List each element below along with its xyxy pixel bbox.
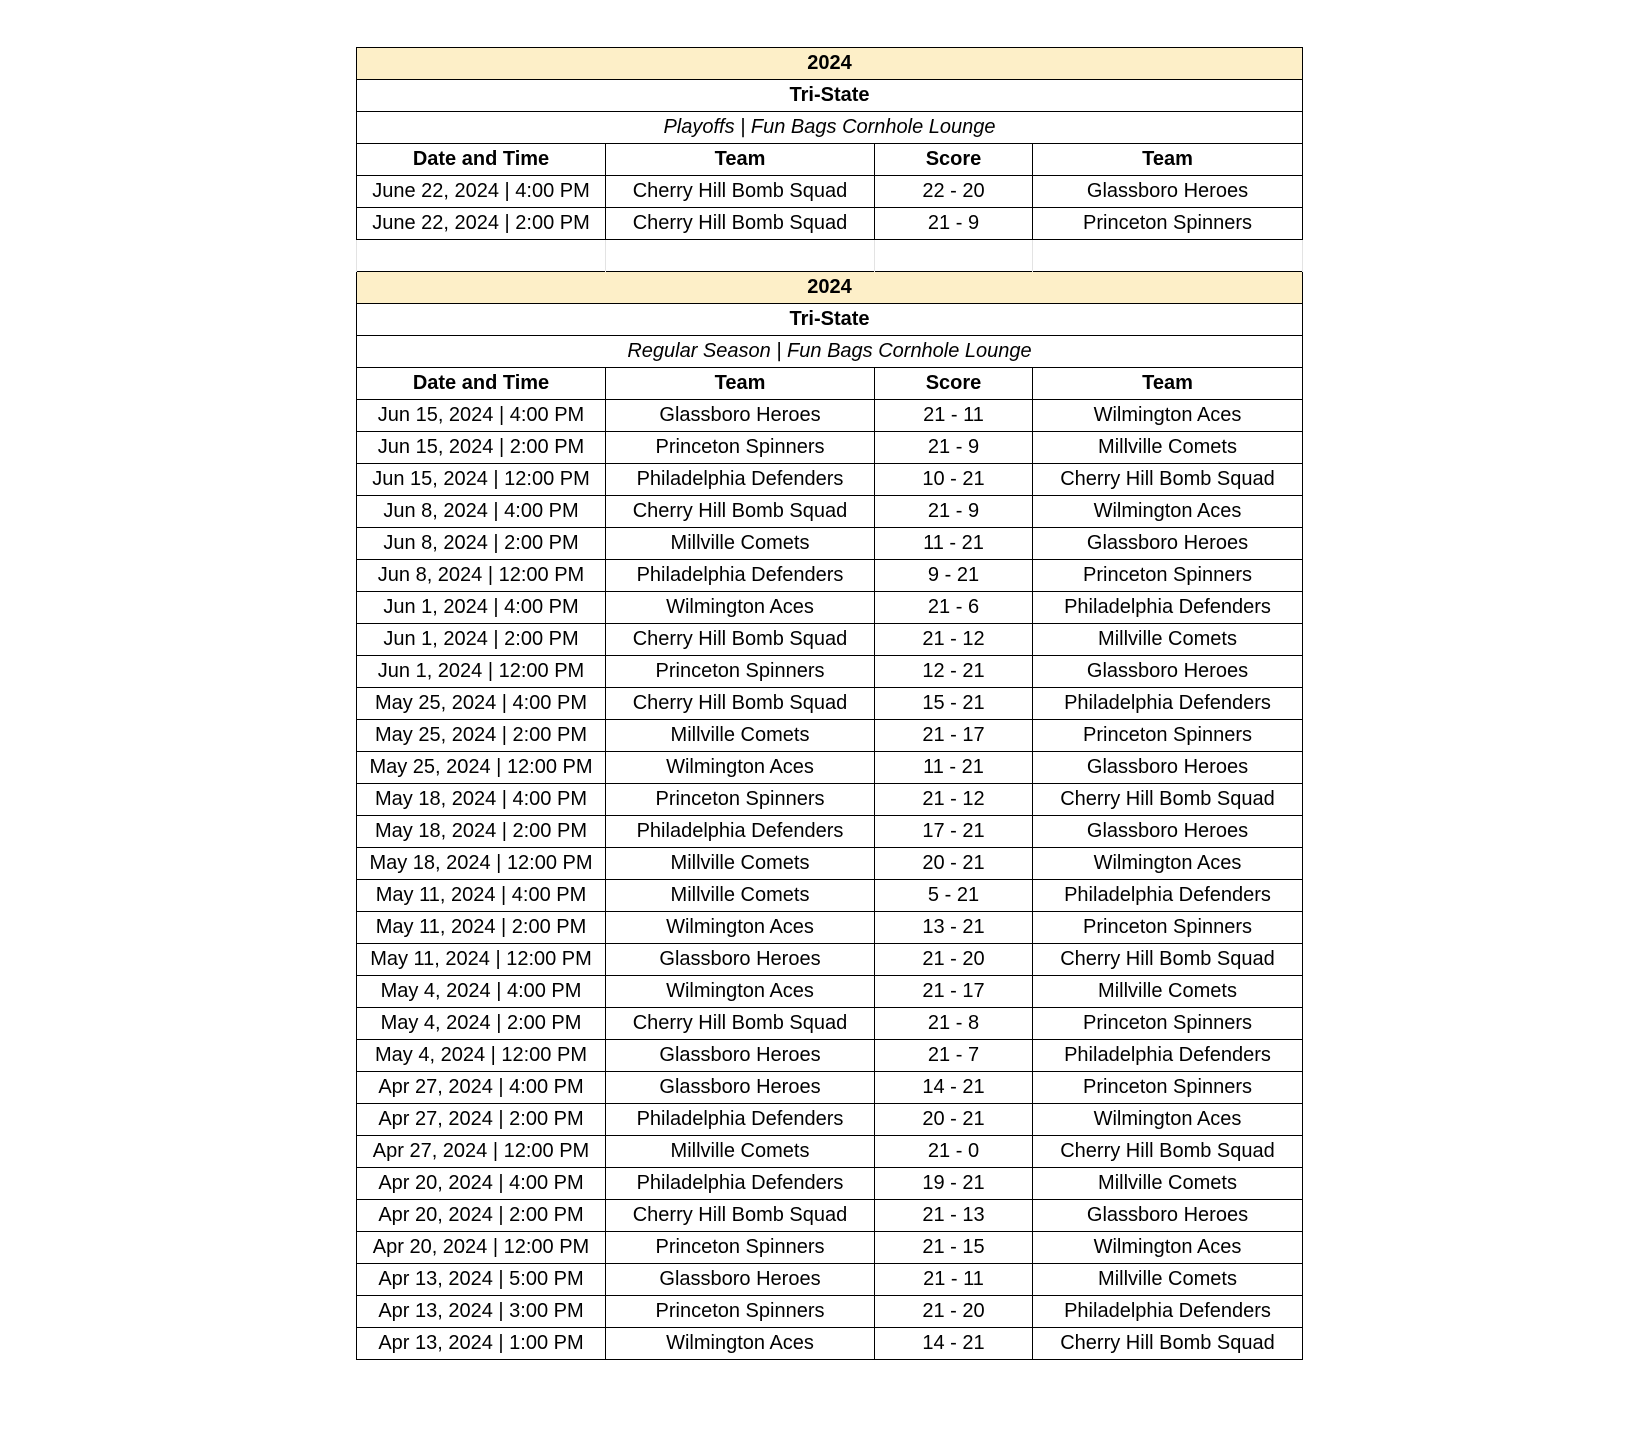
schedule-table (356, 47, 1303, 1360)
home-team-cell: Philadelphia Defenders (606, 1104, 875, 1136)
home-team-cell: Millville Comets (606, 848, 875, 880)
table-row (357, 560, 1303, 592)
home-team-cell: Princeton Spinners (606, 1296, 875, 1328)
home-team-cell: Wilmington Aces (606, 912, 875, 944)
date-time-cell: May 25, 2024 | 12:00 PM (357, 752, 606, 784)
away-team-cell: Wilmington Aces (1033, 1232, 1303, 1264)
score-cell: 13 - 21 (875, 912, 1033, 944)
score-cell: 21 - 17 (875, 720, 1033, 752)
home-team-cell: Philadelphia Defenders (606, 1168, 875, 1200)
column-header-row (357, 368, 1303, 400)
spacer-cell (357, 240, 606, 272)
table-row (357, 752, 1303, 784)
column-header: Team (606, 144, 875, 176)
away-team-cell: Princeton Spinners (1033, 208, 1303, 240)
date-time-cell: May 18, 2024 | 4:00 PM (357, 784, 606, 816)
table-subtitle: Regular Season | Fun Bags Cornhole Lounge (357, 336, 1303, 368)
table-row (357, 1168, 1303, 1200)
date-time-cell: Jun 15, 2024 | 2:00 PM (357, 432, 606, 464)
away-team-cell: Wilmington Aces (1033, 848, 1303, 880)
away-team-cell: Wilmington Aces (1033, 400, 1303, 432)
home-team-cell: Princeton Spinners (606, 432, 875, 464)
score-cell: 21 - 7 (875, 1040, 1033, 1072)
score-cell: 21 - 12 (875, 784, 1033, 816)
away-team-cell: Millville Comets (1033, 624, 1303, 656)
away-team-cell: Millville Comets (1033, 976, 1303, 1008)
away-team-cell: Wilmington Aces (1033, 496, 1303, 528)
date-time-cell: June 22, 2024 | 4:00 PM (357, 176, 606, 208)
home-team-cell: Millville Comets (606, 880, 875, 912)
score-cell: 21 - 8 (875, 1008, 1033, 1040)
table-subtitle: Playoffs | Fun Bags Cornhole Lounge (357, 112, 1303, 144)
home-team-cell: Cherry Hill Bomb Squad (606, 1200, 875, 1232)
score-cell: 11 - 21 (875, 528, 1033, 560)
column-header: Date and Time (357, 144, 606, 176)
year-title: 2024 (357, 48, 1303, 80)
date-time-cell: Apr 20, 2024 | 2:00 PM (357, 1200, 606, 1232)
date-time-cell: Apr 27, 2024 | 4:00 PM (357, 1072, 606, 1104)
away-team-cell: Princeton Spinners (1033, 720, 1303, 752)
score-cell: 21 - 9 (875, 208, 1033, 240)
away-team-cell: Cherry Hill Bomb Squad (1033, 944, 1303, 976)
home-team-cell: Cherry Hill Bomb Squad (606, 176, 875, 208)
date-time-cell: May 18, 2024 | 12:00 PM (357, 848, 606, 880)
table-row (357, 944, 1303, 976)
home-team-cell: Philadelphia Defenders (606, 816, 875, 848)
column-header: Score (875, 144, 1033, 176)
away-team-cell: Philadelphia Defenders (1033, 592, 1303, 624)
away-team-cell: Glassboro Heroes (1033, 1200, 1303, 1232)
away-team-cell: Cherry Hill Bomb Squad (1033, 1328, 1303, 1360)
table-row (357, 176, 1303, 208)
table-row (357, 688, 1303, 720)
away-team-cell: Cherry Hill Bomb Squad (1033, 784, 1303, 816)
home-team-cell: Glassboro Heroes (606, 1264, 875, 1296)
score-cell: 21 - 11 (875, 1264, 1033, 1296)
away-team-cell: Glassboro Heroes (1033, 816, 1303, 848)
year-title: 2024 (357, 272, 1303, 304)
table-row (357, 1328, 1303, 1360)
score-cell: 21 - 20 (875, 944, 1033, 976)
table-row (357, 208, 1303, 240)
home-team-cell: Princeton Spinners (606, 1232, 875, 1264)
home-team-cell: Cherry Hill Bomb Squad (606, 208, 875, 240)
table-row (357, 1264, 1303, 1296)
score-cell: 21 - 17 (875, 976, 1033, 1008)
table-row (357, 1296, 1303, 1328)
spacer-cell (1033, 240, 1303, 272)
away-team-cell: Glassboro Heroes (1033, 656, 1303, 688)
date-time-cell: Jun 15, 2024 | 12:00 PM (357, 464, 606, 496)
home-team-cell: Wilmington Aces (606, 1328, 875, 1360)
away-team-cell: Glassboro Heroes (1033, 528, 1303, 560)
away-team-cell: Millville Comets (1033, 1264, 1303, 1296)
date-time-cell: May 11, 2024 | 4:00 PM (357, 880, 606, 912)
table-row (357, 1136, 1303, 1168)
date-time-cell: May 25, 2024 | 2:00 PM (357, 720, 606, 752)
away-team-cell: Philadelphia Defenders (1033, 1296, 1303, 1328)
subtitle-row (357, 112, 1303, 144)
score-cell: 5 - 21 (875, 880, 1033, 912)
home-team-cell: Glassboro Heroes (606, 1040, 875, 1072)
table-row (357, 496, 1303, 528)
spacer-cell (606, 240, 875, 272)
score-cell: 21 - 0 (875, 1136, 1033, 1168)
score-cell: 21 - 6 (875, 592, 1033, 624)
date-time-cell: Jun 8, 2024 | 2:00 PM (357, 528, 606, 560)
table-row (357, 400, 1303, 432)
home-team-cell: Cherry Hill Bomb Squad (606, 688, 875, 720)
score-cell: 21 - 9 (875, 432, 1033, 464)
table-row (357, 880, 1303, 912)
league-title: Tri-State (357, 304, 1303, 336)
away-team-cell: Cherry Hill Bomb Squad (1033, 1136, 1303, 1168)
home-team-cell: Cherry Hill Bomb Squad (606, 1008, 875, 1040)
date-time-cell: May 11, 2024 | 12:00 PM (357, 944, 606, 976)
table-row (357, 784, 1303, 816)
table-row (357, 624, 1303, 656)
date-time-cell: Jun 1, 2024 | 4:00 PM (357, 592, 606, 624)
table-row (357, 1072, 1303, 1104)
away-team-cell: Cherry Hill Bomb Squad (1033, 464, 1303, 496)
away-team-cell: Philadelphia Defenders (1033, 1040, 1303, 1072)
home-team-cell: Millville Comets (606, 1136, 875, 1168)
date-time-cell: May 18, 2024 | 2:00 PM (357, 816, 606, 848)
score-cell: 21 - 15 (875, 1232, 1033, 1264)
score-cell: 22 - 20 (875, 176, 1033, 208)
home-team-cell: Cherry Hill Bomb Squad (606, 624, 875, 656)
home-team-cell: Millville Comets (606, 720, 875, 752)
column-header: Score (875, 368, 1033, 400)
spacer-cell (875, 240, 1033, 272)
table-row (357, 848, 1303, 880)
home-team-cell: Glassboro Heroes (606, 400, 875, 432)
table-row (357, 1232, 1303, 1264)
home-team-cell: Wilmington Aces (606, 592, 875, 624)
home-team-cell: Millville Comets (606, 528, 875, 560)
score-cell: 21 - 12 (875, 624, 1033, 656)
away-team-cell: Philadelphia Defenders (1033, 688, 1303, 720)
date-time-cell: Apr 20, 2024 | 4:00 PM (357, 1168, 606, 1200)
spacer-row (357, 240, 1303, 272)
column-header-row (357, 144, 1303, 176)
table-row (357, 912, 1303, 944)
home-team-cell: Princeton Spinners (606, 784, 875, 816)
date-time-cell: Jun 1, 2024 | 2:00 PM (357, 624, 606, 656)
away-team-cell: Princeton Spinners (1033, 1008, 1303, 1040)
subtitle-row (357, 336, 1303, 368)
away-team-cell: Wilmington Aces (1033, 1104, 1303, 1136)
date-time-cell: May 4, 2024 | 4:00 PM (357, 976, 606, 1008)
away-team-cell: Millville Comets (1033, 432, 1303, 464)
date-time-cell: Apr 20, 2024 | 12:00 PM (357, 1232, 606, 1264)
home-team-cell: Cherry Hill Bomb Squad (606, 496, 875, 528)
date-time-cell: Jun 1, 2024 | 12:00 PM (357, 656, 606, 688)
date-time-cell: Apr 13, 2024 | 3:00 PM (357, 1296, 606, 1328)
score-cell: 10 - 21 (875, 464, 1033, 496)
column-header: Team (1033, 368, 1303, 400)
home-team-cell: Wilmington Aces (606, 752, 875, 784)
league-header-row (357, 80, 1303, 112)
table-row (357, 1200, 1303, 1232)
score-cell: 21 - 13 (875, 1200, 1033, 1232)
date-time-cell: Jun 8, 2024 | 4:00 PM (357, 496, 606, 528)
score-cell: 9 - 21 (875, 560, 1033, 592)
home-team-cell: Glassboro Heroes (606, 944, 875, 976)
home-team-cell: Glassboro Heroes (606, 1072, 875, 1104)
date-time-cell: Apr 13, 2024 | 5:00 PM (357, 1264, 606, 1296)
table-row (357, 592, 1303, 624)
date-time-cell: May 11, 2024 | 2:00 PM (357, 912, 606, 944)
column-header: Team (1033, 144, 1303, 176)
score-cell: 12 - 21 (875, 656, 1033, 688)
home-team-cell: Philadelphia Defenders (606, 464, 875, 496)
score-cell: 11 - 21 (875, 752, 1033, 784)
score-cell: 21 - 9 (875, 496, 1033, 528)
date-time-cell: Jun 8, 2024 | 12:00 PM (357, 560, 606, 592)
score-cell: 17 - 21 (875, 816, 1033, 848)
date-time-cell: Jun 15, 2024 | 4:00 PM (357, 400, 606, 432)
away-team-cell: Glassboro Heroes (1033, 752, 1303, 784)
away-team-cell: Princeton Spinners (1033, 560, 1303, 592)
score-cell: 20 - 21 (875, 1104, 1033, 1136)
table-row (357, 432, 1303, 464)
league-title: Tri-State (357, 80, 1303, 112)
home-team-cell: Philadelphia Defenders (606, 560, 875, 592)
date-time-cell: May 4, 2024 | 2:00 PM (357, 1008, 606, 1040)
score-cell: 15 - 21 (875, 688, 1033, 720)
table-row (357, 816, 1303, 848)
away-team-cell: Philadelphia Defenders (1033, 880, 1303, 912)
score-cell: 21 - 20 (875, 1296, 1033, 1328)
away-team-cell: Glassboro Heroes (1033, 176, 1303, 208)
away-team-cell: Princeton Spinners (1033, 1072, 1303, 1104)
date-time-cell: May 25, 2024 | 4:00 PM (357, 688, 606, 720)
table-row (357, 1040, 1303, 1072)
league-header-row (357, 304, 1303, 336)
table-row (357, 528, 1303, 560)
score-cell: 14 - 21 (875, 1328, 1033, 1360)
schedule-sheet (356, 47, 1302, 1360)
away-team-cell: Millville Comets (1033, 1168, 1303, 1200)
date-time-cell: Apr 27, 2024 | 12:00 PM (357, 1136, 606, 1168)
table-row (357, 464, 1303, 496)
score-cell: 14 - 21 (875, 1072, 1033, 1104)
column-header: Team (606, 368, 875, 400)
year-header-row (357, 48, 1303, 80)
table-row (357, 1008, 1303, 1040)
table-row (357, 720, 1303, 752)
table-row (357, 976, 1303, 1008)
score-cell: 21 - 11 (875, 400, 1033, 432)
date-time-cell: Apr 27, 2024 | 2:00 PM (357, 1104, 606, 1136)
score-cell: 19 - 21 (875, 1168, 1033, 1200)
date-time-cell: June 22, 2024 | 2:00 PM (357, 208, 606, 240)
table-row (357, 656, 1303, 688)
home-team-cell: Wilmington Aces (606, 976, 875, 1008)
away-team-cell: Princeton Spinners (1033, 912, 1303, 944)
score-cell: 20 - 21 (875, 848, 1033, 880)
column-header: Date and Time (357, 368, 606, 400)
date-time-cell: Apr 13, 2024 | 1:00 PM (357, 1328, 606, 1360)
home-team-cell: Princeton Spinners (606, 656, 875, 688)
table-row (357, 1104, 1303, 1136)
year-header-row (357, 272, 1303, 304)
date-time-cell: May 4, 2024 | 12:00 PM (357, 1040, 606, 1072)
